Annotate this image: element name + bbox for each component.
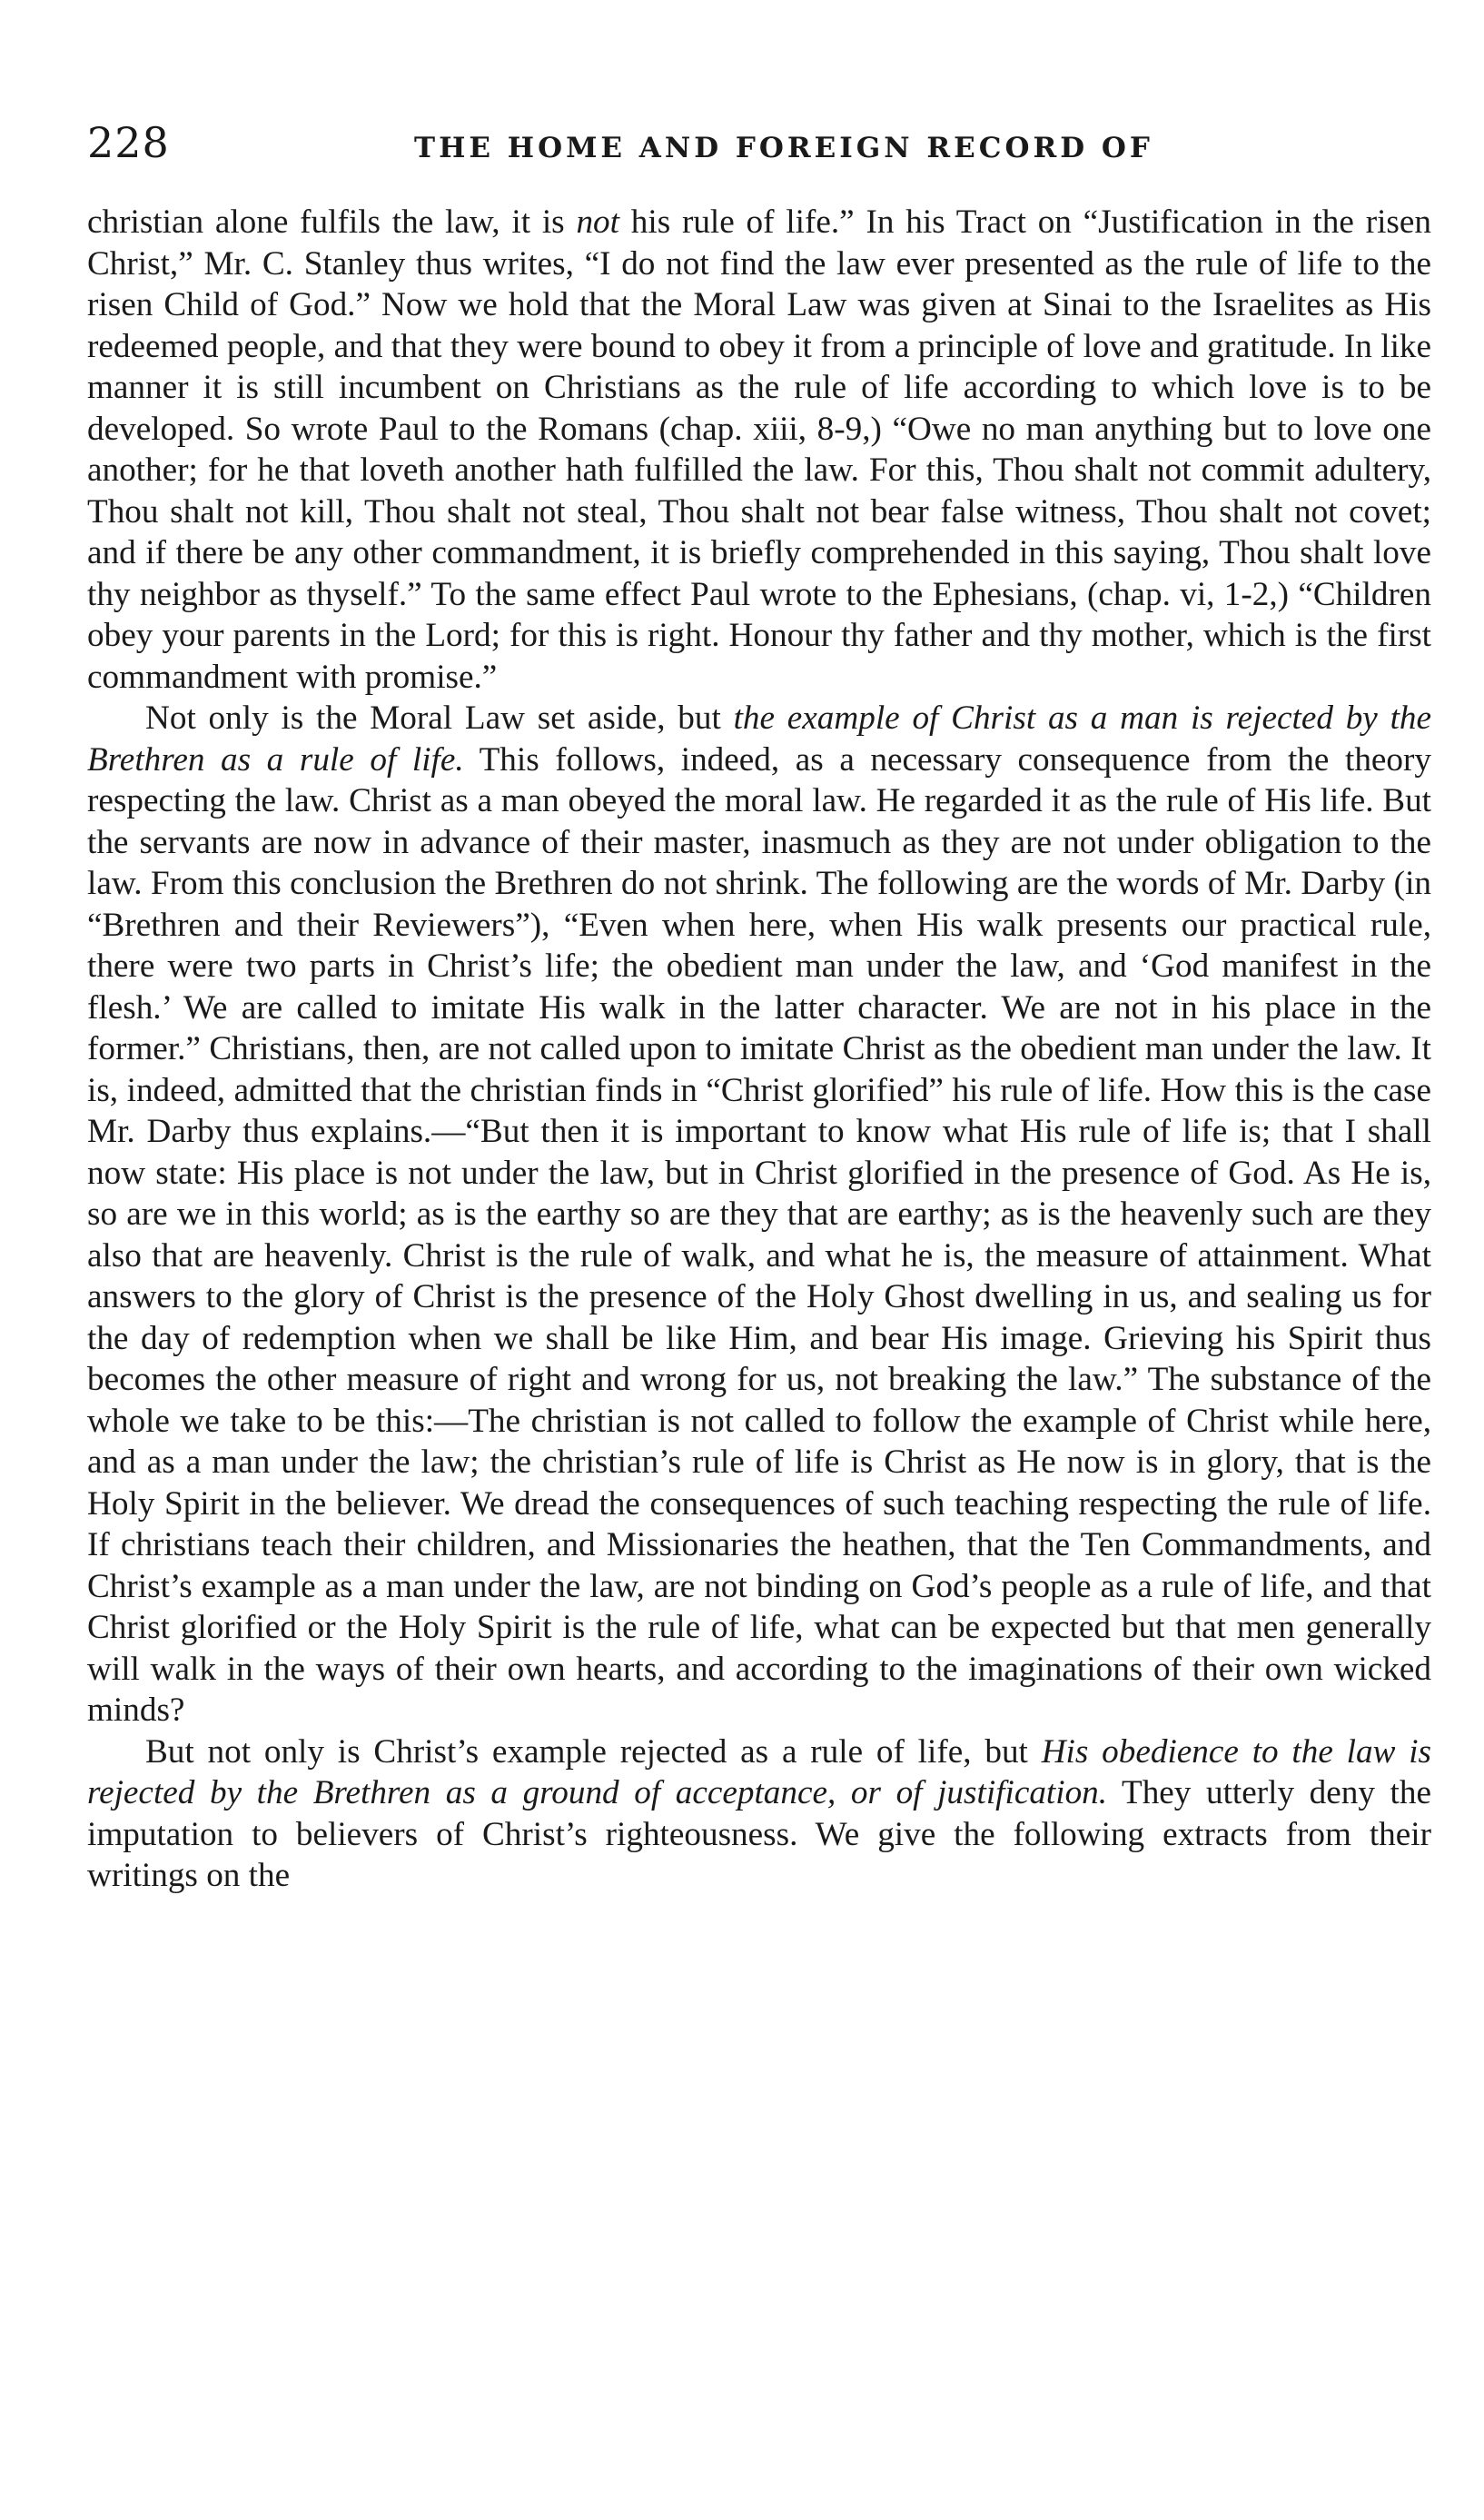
paragraph xyxy=(87,1731,1431,1897)
paragraph xyxy=(87,698,1431,1731)
page-number: 228 xyxy=(87,118,170,167)
italic-text: the example of Christ as a man is rejected by the Brethren as a rule of life. xyxy=(87,699,1431,779)
text-run: Not only is the Moral Law set aside, but xyxy=(145,699,734,737)
text-run: But not only is Christ’s example rejected as a rule of life, but xyxy=(145,1732,1042,1771)
text-run: They utterly deny the imputation to believers of Christ’s righteousness. We give the following extracts from their writings on the xyxy=(87,1774,1431,1894)
italic-text: His obedience to the law is rejected by the Brethren as a ground of acceptance, or of justification. xyxy=(87,1732,1432,1811)
running-header xyxy=(87,118,1431,182)
body-text xyxy=(87,202,1431,1897)
text-run: his rule of life.” In his Tract on “Justification in the risen Christ,” Mr. C. Stanley thus writes, “I do not find the law ever presented as the rule of life to the risen Child of God.” Now we hold that the Moral Law was given at Sinai to the Israelites as His redeemed people, and that they were bound to obey it from a principle of love and gratitude. In like manner it is still incumbent on Christians as the rule of life according to which love is to be developed. So wrote Paul to the Romans (chap. xiii, 8-9,) “Owe no man anything but to love one another; for he that loveth another hath fulfilled the law. For this, Thou shalt not commit adultery, Thou shalt not kill, Thou shalt not steal, Thou shalt not bear false witness, Thou shalt not covet; and if there be any other commandment, it is briefly comprehended in this saying, Thou shalt love thy neighbor as thyself.” To the same effect Paul wrote to the Ephesians, (chap. vi, 1-2,) “Children obey your parents in the Lord; for this is right. Honour thy father and thy mother, which is the first commandment with promise.” xyxy=(87,203,1431,696)
paragraph xyxy=(87,202,1431,698)
text-run: This follows, indeed, as a necessary consequence from the theory respecting the law. Christ as a man obeyed the moral law. He regarded it as the rule of His life. But the servants are now in advance of their master, inasmuch as they are not under obligation to the law. From this conclusion the Brethren do not shrink. The following are the words of Mr. Darby (in “Brethren and their Reviewers”), “Even when here, when His walk presents our practical rule, there were two parts in Christ’s life; the obedient man under the law, and ‘God manifest in the flesh.’ We are called to imitate His walk in the latter character. We are not in his place in the former.” Christians, then, are not called upon to imitate Christ as the obedient man under the law. It is, indeed, admitted that the christian finds in “Christ glorified” his rule of life. How this is the case Mr. Darby thus explains.—“But then it is important to know what His rule of life is; that I shall now state: His place is not under the law, but in Christ glorified in the presence of God. As He is, so are we in this world; as is the earthy so are they that are earthy; as is the heavenly such are they also that are heavenly. Christ is the rule of walk, and what he is, the measure of attainment. What answers to the glory of Christ is the presence of the Holy Ghost dwelling in us, and sealing us for the day of redemption when we shall be like Him, and bear His image. Grieving his Spirit thus becomes the other measure of right and wrong for us, not breaking the law.” The substance of the whole we take to be this:—The christian is not called to follow the example of Christ while here, and as a man under the law; the christian’s rule of life is Christ as He now is in glory, that is the Holy Spirit in the believer. We dread the consequences of such teaching respecting the rule of life. If christians teach their children, and Missionaries the heathen, that the Ten Commandments, and Christ’s example as a man under the law, are not binding on God’s people as a rule of life, and that Christ glorified or the Holy Spirit is the rule of life, what can be expected but that men generally will walk in the ways of their own hearts, and according to the imaginations of their own wicked minds? xyxy=(87,740,1431,1729)
running-title: THE HOME AND FOREIGN RECORD OF xyxy=(414,132,1153,164)
text-run: christian alone fulfils the law, it is xyxy=(87,203,577,241)
document-page xyxy=(87,118,1431,1897)
italic-text: not xyxy=(576,203,619,241)
